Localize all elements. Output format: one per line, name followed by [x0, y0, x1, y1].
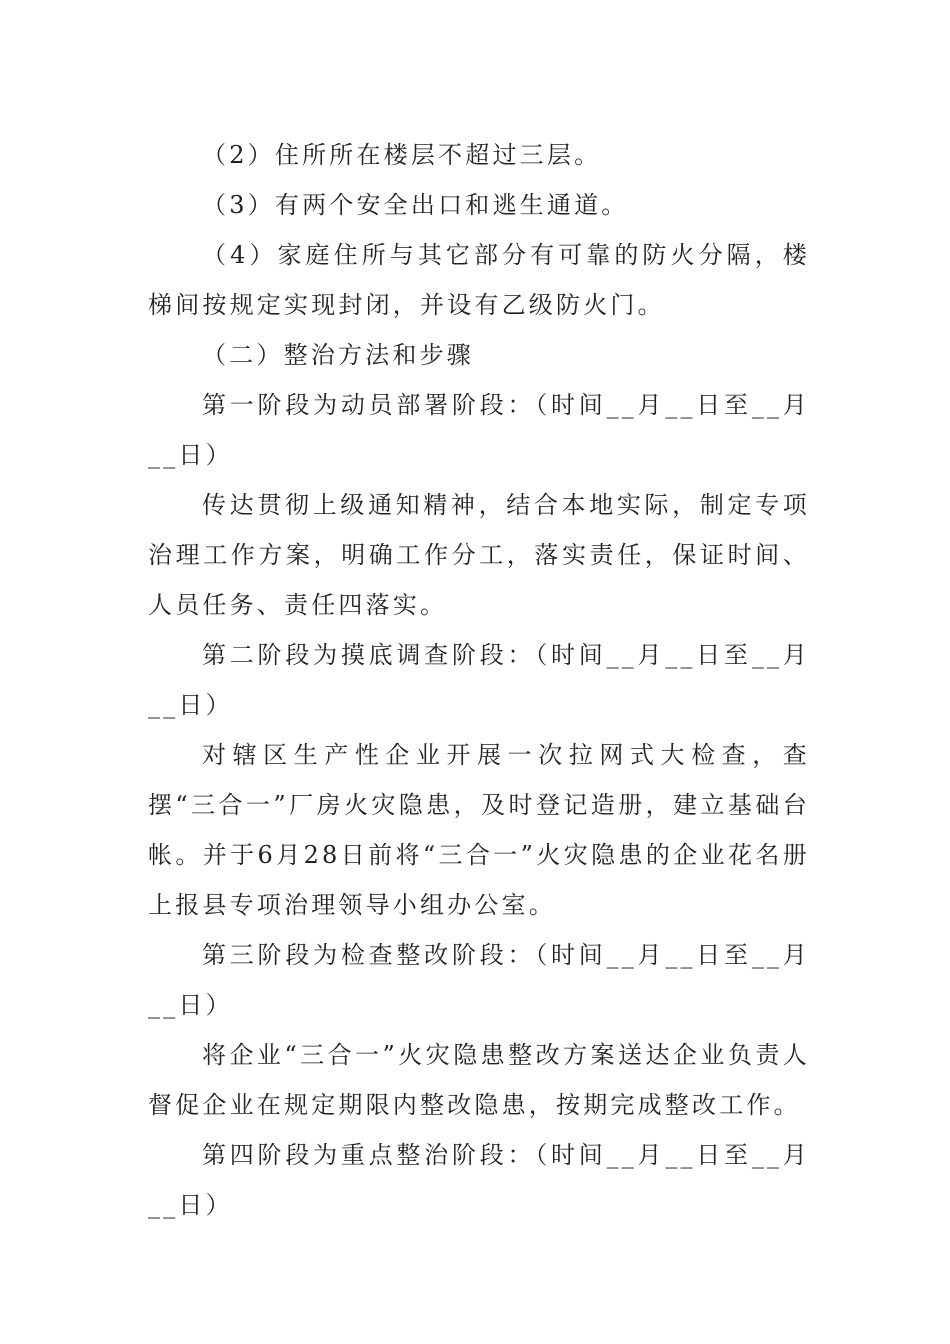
paragraph-condition-4: （4）家庭住所与其它部分有可靠的防火分隔，楼梯间按规定实现封闭，并设有乙级防火门。 [148, 241, 810, 319]
paragraph-stage-2-body: 对辖区生产性企业开展一次拉网式大检查，查摆“三合一”厂房火灾隐患，及时登记造册，建立基础台帐。并于6月28日前将“三合一”火灾隐患的企业花名册上报县专项治理领导小组办公室。 [148, 741, 810, 919]
document-body [148, 130, 810, 1230]
section-heading-methods: （二）整治方法和步骤 [202, 341, 474, 369]
paragraph-condition-3: （3）有两个安全出口和逃生通道。 [202, 191, 629, 219]
paragraph-stage-3-body: 将企业“三合一”火灾隐患整改方案送达企业负责人督促企业在规定期限内整改隐患，按期完成整改工作。 [148, 1041, 810, 1119]
paragraph-stage-3-title: 第三阶段为检查整改阶段：（时间__月__日至__月__日） [148, 941, 810, 1019]
paragraph-stage-1-body: 传达贯彻上级通知精神，结合本地实际，制定专项治理工作方案，明确工作分工，落实责任，保证时间、人员任务、责任四落实。 [148, 491, 810, 619]
paragraph-stage-4-title: 第四阶段为重点整治阶段：（时间__月__日至__月__日） [148, 1141, 810, 1219]
paragraph-stage-1-title: 第一阶段为动员部署阶段：（时间__月__日至__月__日） [148, 391, 810, 469]
paragraph-condition-2: （2）住所所在楼层不超过三层。 [202, 141, 602, 169]
paragraph-stage-2-title: 第二阶段为摸底调查阶段：（时间__月__日至__月__日） [148, 641, 810, 719]
